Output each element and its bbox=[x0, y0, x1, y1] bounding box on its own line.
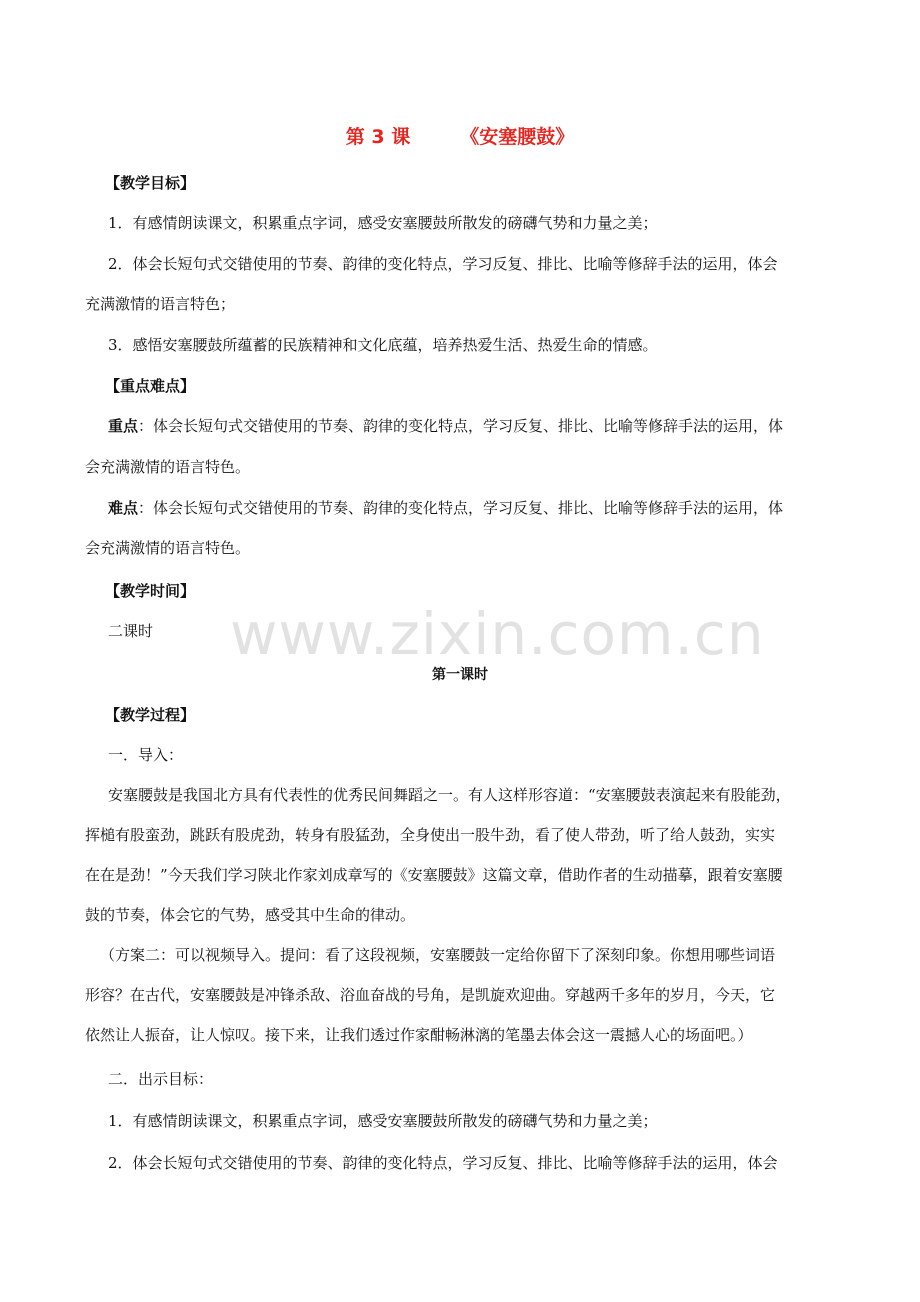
zhongdian-line bbox=[108, 415, 783, 436]
goal-item-2: 2．体会长短句式交错使用的节奏、韵律的变化特点，学习反复、排比、比喻等修辞手法的运用，体会 bbox=[108, 255, 778, 273]
key-heading: 【重点难点】 bbox=[105, 377, 196, 395]
alt-para-line-3: 依然让人振奋，让人惊叹。接下来，让我们透过作家酣畅淋漓的笔墨去体会这一震撼人心的场面吧。） bbox=[85, 1026, 753, 1044]
session-title: 第一课时 bbox=[432, 667, 488, 683]
nandian-label: 难点 bbox=[108, 499, 139, 517]
zhongdian-label: 重点 bbox=[108, 417, 139, 435]
nandian-line bbox=[108, 497, 783, 518]
shown-goal-1: 1．有感情朗读课文，积累重点字词，感受安塞腰鼓所散发的磅礴气势和力量之美； bbox=[108, 1112, 658, 1130]
goals-heading: 【教学目标】 bbox=[105, 174, 196, 192]
step-intro: 一．导入： bbox=[108, 746, 184, 764]
zhongdian-text: ：体会长短句式交错使用的节奏、韵律的变化特点，学习反复、排比、比喻等修辞手法的运用，体 bbox=[138, 417, 784, 435]
nandian-text: ：体会长短句式交错使用的节奏、韵律的变化特点，学习反复、排比、比喻等修辞手法的运用，体 bbox=[138, 499, 784, 517]
zhongdian-cont: 会充满激情的语言特色。 bbox=[85, 458, 251, 476]
lesson-name: 《安塞腰鼓》 bbox=[460, 126, 575, 148]
intro-para-line-3: 在在是劲！”今天我们学习陕北作家刘成章写的《安塞腰鼓》这篇文章，借助作者的生动描摹，跟着安塞腰 bbox=[85, 866, 783, 884]
nandian-cont: 会充满激情的语言特色。 bbox=[85, 539, 251, 557]
time-value: 二课时 bbox=[108, 622, 154, 640]
watermark: www.zixin.com.cn bbox=[230, 600, 765, 668]
time-heading: 【教学时间】 bbox=[105, 582, 196, 600]
goal-item-3: 3．感悟安塞腰鼓所蕴蓄的民族精神和文化底蕴，培养热爱生活、热爱生命的情感。 bbox=[108, 336, 658, 354]
step-goals: 二．出示目标： bbox=[108, 1070, 214, 1088]
intro-para-line-4: 鼓的节奏，体会它的气势，感受其中生命的律动。 bbox=[85, 906, 416, 924]
goal-item-2-cont: 充满激情的语言特色； bbox=[85, 295, 236, 313]
alt-para-line-2: 形容？在古代，安塞腰鼓是冲锋杀敌、浴血奋战的号角，是凯旋欢迎曲。穿越两千多年的岁月，今天，它 bbox=[85, 986, 776, 1004]
process-heading: 【教学过程】 bbox=[105, 706, 196, 724]
intro-para-line-2: 挥槌有股蛮劲，跳跃有股虎劲，转身有股猛劲，全身使出一股牛劲，看了使人带劲，听了给人鼓劲，实实 bbox=[85, 826, 776, 844]
lesson-number: 第 3 课 bbox=[345, 126, 411, 148]
shown-goal-2: 2．体会长短句式交错使用的节奏、韵律的变化特点，学习反复、排比、比喻等修辞手法的运用，体会 bbox=[108, 1154, 778, 1172]
lesson-title bbox=[0, 122, 920, 149]
intro-para-line-1: 安塞腰鼓是我国北方具有代表性的优秀民间舞蹈之一。有人这样形容道：“安塞腰鼓表演起来有股能劲， bbox=[108, 786, 791, 804]
goal-item-1: 1．有感情朗读课文，积累重点字词，感受安塞腰鼓所散发的磅礴气势和力量之美； bbox=[108, 214, 658, 232]
alt-para-line-1: （方案二：可以视频导入。提问：看了这段视频，安塞腰鼓一定给你留下了深刻印象。你想用哪些词语 bbox=[100, 946, 776, 964]
